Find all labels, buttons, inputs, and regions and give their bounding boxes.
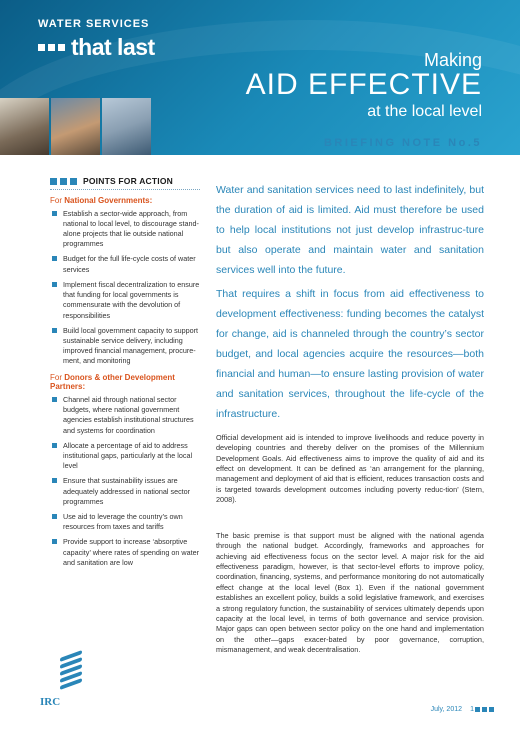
list-item: Channel aid through national sector budgets, where national government agencies establish institutional structures and systems for coordination (50, 395, 200, 436)
photo-3 (102, 98, 151, 155)
footer-squares-icon (475, 707, 494, 712)
brand-logo (38, 34, 155, 61)
square-bullet-icon (52, 211, 57, 216)
heading-squares-icon (50, 178, 77, 185)
list-item: Provide support to increase ‘absorptive capacity’ where rates of spending on water and sanitation are low (50, 537, 200, 568)
group-prefix: For (50, 196, 65, 205)
body-paragraph-1: Official development aid is intended to improve livelihoods and reduce poverty in developing countries and thereby deliver on the promises of the Millennium Development Goals. Aid effectiveness aims to improve the quality of aid and its effect on development. It can be defined as ‘an arrangement for the planning, management and deployment of aid that is efficient, reduces transaction costs and is targeted towards development outcomes including poverty reduc-tion’ (Stern, 2008). (216, 433, 484, 505)
action-list-governments (50, 209, 200, 367)
list-item: Build local government capacity to support sustainable service delivery, including improved financial management, procure-ment, and monitoring (50, 326, 200, 367)
photo-strip (0, 98, 151, 155)
brand-top-text: WATER SERVICES (38, 18, 150, 30)
lead-paragraph-1: Water and sanitation services need to last indefinitely, but the duration of aid is limited. Aid must therefore be used to help local institutions not just develop infrastruc-ture but also operate and maintain water and sanitation services well into the future. (216, 184, 484, 276)
list-item: Implement fiscal decentralization to ensure that funding for local governments is commensurate with the devolution of responsibilities (50, 280, 200, 321)
group-prefix: For (50, 372, 65, 382)
sidebar-heading (50, 176, 200, 190)
list-item: Budget for the full life-cycle costs of water services (50, 254, 200, 274)
briefing-note-label: BRIEFING NOTE No.5 (323, 137, 482, 149)
brand-main-text: that last (71, 34, 155, 60)
header-banner (0, 0, 520, 155)
brand-squares-icon (38, 44, 65, 51)
square-bullet-icon (52, 256, 57, 261)
square-bullet-icon (52, 282, 57, 287)
footer-date: July, 2012 (430, 706, 462, 713)
body-paragraph-2: The basic premise is that support must be aligned with the national agenda through the national budget. Accordingly, frameworks and approaches for achieving aid effectiveness focus on the sector level. A major risk for the aid effectiveness paradigm, however, is that sector-level efforts to improve policy, coordination, financing, systems, and performance monitoring do not automatically effect change at the local level (Box 1). Even if the national government establishes an excellent policy, builds a solid legislative framework, and exercises a strong regulatory function, the sustainability of services ultimately depends upon capacity at the local level, in terms of both governance and service provision. Major gaps can open between sector policy on the one hand and implementation on the other—gaps exacer-bated by poor governance, corruption, mismanagement, and weak decentralisation. (216, 531, 484, 654)
group-title-text: Donors & other Development Partners: (50, 372, 175, 392)
title-making: Making (423, 50, 482, 70)
square-bullet-icon (52, 443, 57, 448)
group-title-donors (50, 373, 200, 392)
list-item: Allocate a percentage of aid to address institutional gaps, particularly at the local level (50, 441, 200, 472)
square-bullet-icon (52, 397, 57, 402)
group-title-governments (50, 196, 200, 206)
photo-2 (51, 98, 100, 155)
photo-1 (0, 98, 49, 155)
page-title: AID EFFECTIVE (245, 68, 482, 101)
list-item: Ensure that sustainability issues are adequately addressed in national sector programmes (50, 476, 200, 507)
square-bullet-icon (52, 328, 57, 333)
lead-paragraph-2: That requires a shift in focus from aid effectiveness to development effectiveness: funding becomes the catalyst for change, aid is channeled through the country’s sector budget, and local agencies acquire the resources—both financial and human—to ensure lasting provision of water and sanitation services, throughout the life-cycle of the infrastructure. (216, 288, 484, 420)
list-item: Establish a sector-wide approach, from national to local level, to discourage stand-alone projects that lie outside national programmes (50, 209, 200, 250)
sidebar-heading-text: POINTS FOR ACTION (83, 176, 173, 186)
square-bullet-icon (52, 539, 57, 544)
list-item: Use aid to leverage the country’s own resources from taxes and tariffs (50, 512, 200, 532)
irc-logo (40, 646, 90, 706)
action-list-donors (50, 395, 200, 568)
page-subtitle: at the local level (367, 103, 482, 120)
irc-logo-text: IRC (40, 696, 61, 708)
points-for-action-sidebar (50, 176, 200, 573)
square-bullet-icon (52, 478, 57, 483)
page-number: 1 (470, 706, 474, 713)
square-bullet-icon (52, 514, 57, 519)
group-title-text: National Governments: (64, 196, 153, 205)
